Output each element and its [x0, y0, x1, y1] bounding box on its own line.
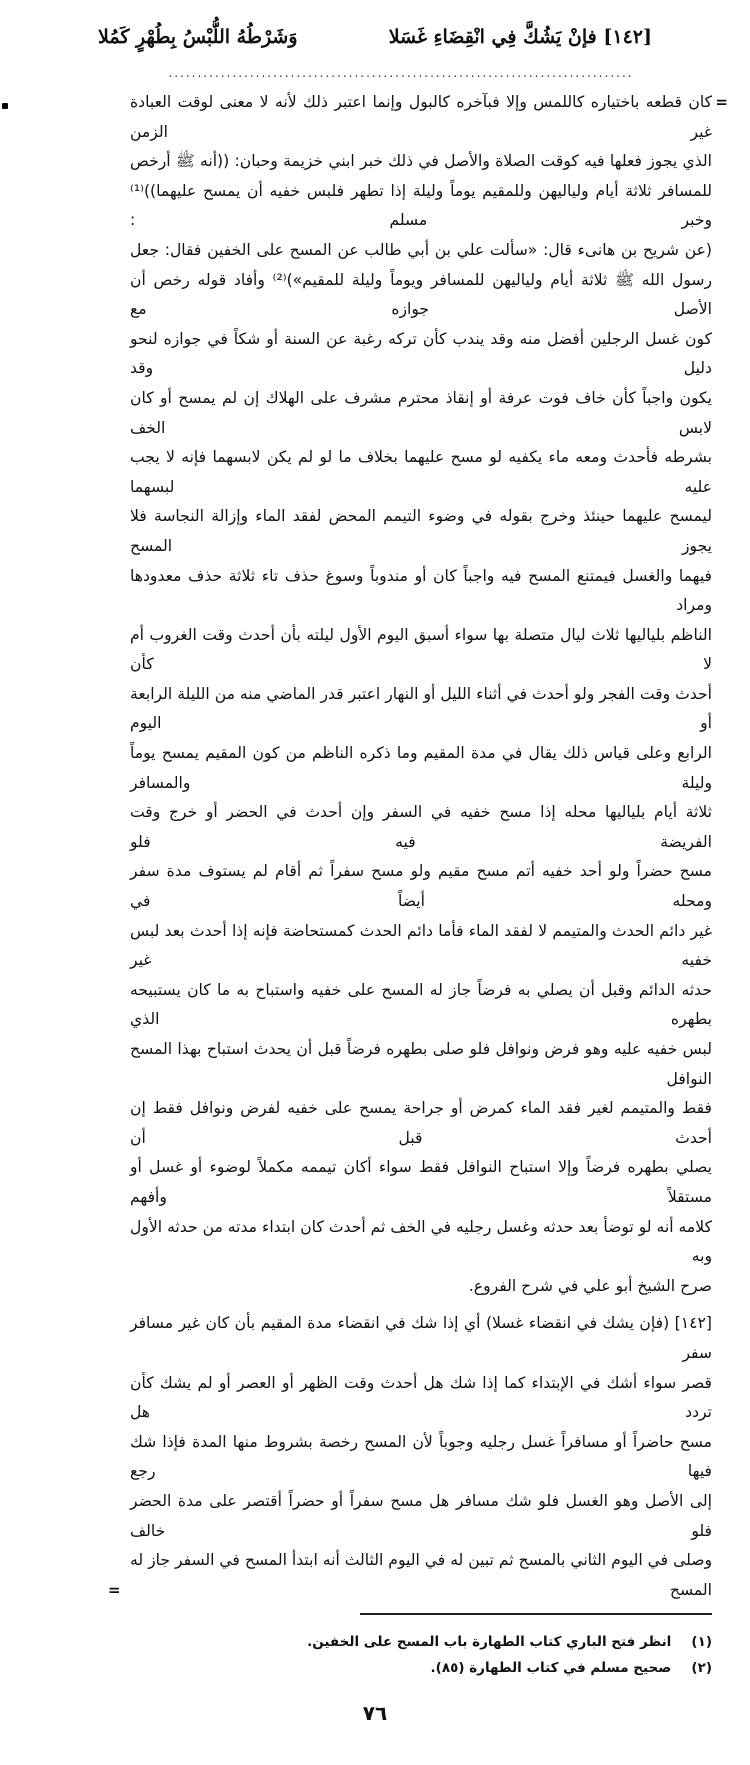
- dotted-divider: ................................................................................: [168, 66, 634, 80]
- text-line: كان قطعه باختياره كاللمس وإلا فبآخره كالبول وإنما اعتبر ذلك لأنه لا معنى لوقت العبادة غير الزمن: [130, 93, 712, 141]
- text-line: وصلى في اليوم الثاني بالمسح ثم تبين له في اليوم الثالث أنه ابتدأ المسح في السفر جاز له المسح: [130, 1551, 712, 1599]
- text-line: [١٤٢] (فإن يشك في انقضاء غسلا) أي إذا شك في انقضاء مدة المقيم بأن كان غير مسافر سفر: [130, 1314, 712, 1362]
- commentary-body: [108, 88, 728, 1605]
- continuation-mark-start: =: [715, 93, 728, 111]
- footnote-1: [38, 1629, 712, 1655]
- text-line: يصلي بطهره فرضاً وإلا استباح النوافل فقط سواء أكان تيممه مكملاً لوضوء أو غسل أو مستقلاً وأفهم: [130, 1158, 712, 1206]
- text-line: الذي يجوز فعلها فيه كوقت الصلاة والأصل في ذلك خبر ابني خزيمة وحبان: ((أنه ﷺ أرخص: [130, 152, 712, 171]
- paragraph-1: [130, 88, 728, 1301]
- text-line: قصر سواء أشك في الإبتداء كما إذا شك هل أحدث وقت الظهر أو العصر أو لم يشك كأن تردد هل: [130, 1373, 712, 1422]
- text-line: لبس خفيه عليه وهو فرض ونوافل فلو صلى بطهره فرضاً قبل أن يحدث استباح بهذا المسح النوافل: [130, 1040, 712, 1088]
- text-line: إلى الأصل وهو الغسل فلو شك مسافر هل مسح سفراً أو حضراً أقتصر على مدة الحضر فلو خالف: [130, 1491, 712, 1540]
- verse-second-hemistich: وَشَرْطُهُ اللُّبْسُ بِطُهْرٍ كَمُلا: [98, 26, 298, 48]
- text-line: مسح حضراً ولو أحد خفيه أتم مسح مقيم ولو مسح سفراً ثم أقام لم يستوف مدة سفر ومحله أيضاً في: [130, 862, 712, 911]
- text-line: كلامه أنه لو توضأ بعد حدثه وغسل رجليه في الخف ثم أحدث كان ابتداء مدته من حدثه الأول وبه: [130, 1217, 712, 1266]
- text-line: ثلاثة أيام بلياليها محله إذا مسح خفيه في السفر وإن أحدث في الحضر أو خرج وقت الفريضة فيه فلو: [130, 803, 712, 851]
- footnote-number: (١): [691, 1633, 712, 1650]
- text-line: رسول الله ﷺ ثلاثة أيام ولياليهن للمسافر ويوماً وليلة للمقيم»)⁽²⁾ وأفاد قوله رخص أن الأصل جوازه مع: [130, 270, 712, 319]
- continuation-mark-end: =: [108, 1580, 121, 1599]
- text-line: فقط والمتيمم لغير فقد الماء كمرض أو جراحة يمسح على خفيه لفرض ونوافل فقط إن أحدث قبل أن: [130, 1099, 712, 1147]
- text-line: يكون واجباً كأن خاف فوت عرفة أو إنقاذ محترم مشرف على الهلاك إن لم يمسح أو كان لابس الخف: [130, 388, 712, 437]
- footnote-text: صحيح مسلم في كتاب الطهارة (٨٥).: [430, 1659, 672, 1676]
- footnote-separator: [360, 1613, 712, 1615]
- verse-first-hemistich: [١٤٢] فإنْ يَشُكَّ فِي انْقِضَاءِ غَسَلا: [388, 26, 652, 48]
- text-line: الرابع وعلى قياس ذلك يقال في مدة المقيم وما ذكره الناظم من كون المقيم يمسح يوماً وليلة والمسافر: [130, 744, 712, 792]
- text-line: صرح الشيخ أبو علي في شرح الفروع.: [468, 1276, 712, 1295]
- text-line: كون غسل الرجلين أفضل منه وقد يندب كأن تركه رغبة عن السنة أو شكاً في جوازه لنحو دليل وقد: [130, 329, 712, 378]
- footnote-number: (٢): [691, 1659, 712, 1676]
- scan-mark: [2, 103, 8, 109]
- text-line: الناظم بلياليها ثلاث ليال متصلة بها سواء أسبق اليوم الأول ليلته بأن أحدث وقت الغروب أم لا كأن: [130, 625, 712, 674]
- text-line: فيهما والغسل فيمتنع المسح فيه واجباً كان أو مندوباً وسوغ حذف تاء ثلاثة حذف معدودها ومراد: [130, 566, 712, 615]
- text-line: أحدث وقت الفجر ولو أحدث في أثناء الليل أو النهار اعتبر قدر الماضي منه من الليلة الرابعة أو اليوم: [130, 684, 712, 733]
- verse-header: [98, 26, 652, 48]
- text-line: (عن شريح بن هانىء قال: «سألت علي بن أبي طالب عن المسح على الخفين فقال: جعل: [130, 240, 712, 259]
- paragraph-2: [108, 1309, 712, 1605]
- footnote-2: [38, 1655, 712, 1681]
- text-line: ليمسح عليهما حينئذ وخرج بقوله في وضوء التيمم المحض لفقد الماء وإزالة النجاسة فلا يجوز المسح: [130, 507, 712, 555]
- text-line: غير دائم الحدث والمتيمم لا لفقد الماء فأما دائم الحدث كمستحاضة فإنه إذا أحدث بعد لبس خفيه غير: [130, 921, 712, 970]
- text-line: بشرطه فأحدث ومعه ماء يكفيه لو مسح عليهما بخلاف ما لو لم يكن لابسهما فإنه لا يجب عليه لبسهما: [130, 448, 712, 496]
- page-number: ٧٦: [362, 1700, 388, 1725]
- footnote-text: انظر فتح الباري كتاب الطهارة باب المسح على الخفين.: [307, 1633, 672, 1650]
- text-line: حدثه الدائم وقبل أن يصلي به فرضاً جاز له المسح على خفيه واستباح به ما كان يستبيحه بطهره الذي: [130, 980, 712, 1029]
- text-line: مسح حاضراً أو مسافراً غسل رجليه وجوباً لأن المسح رخصة بشروط منها المدة فإذا شك فيها رجع: [130, 1432, 712, 1481]
- text-line: للمسافر ثلاثة أيام ولياليهن وللمقيم يوماً وليلة إذا تطهر فلبس خفيه أن يمسح عليهما))⁽¹⁾ وخبر مسلم :: [130, 181, 712, 230]
